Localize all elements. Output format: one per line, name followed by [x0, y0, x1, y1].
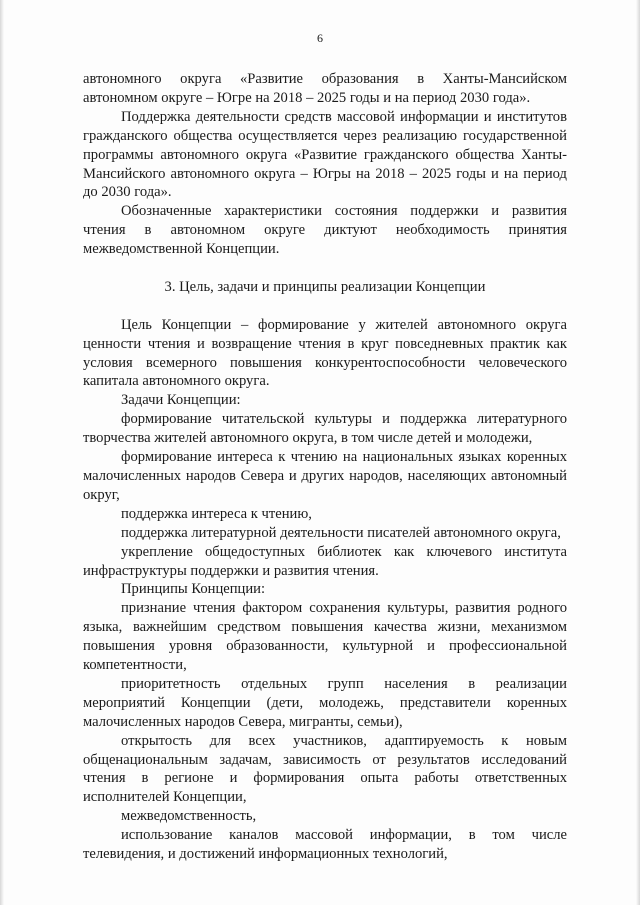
- task-item: формирование интереса к чтению на национальных языках коренных малочисленных народов Севера и других народов, населяющих автономный округ,: [83, 449, 567, 503]
- task-item: поддержка интереса к чтению,: [121, 505, 312, 522]
- tasks-label: Задачи Концепции:: [121, 392, 241, 409]
- principle-item: межведомственность,: [121, 808, 257, 825]
- paragraph-goal: Цель Концепции – формирование у жителей автономного округа ценности чтения и возвращение чтения в круг повседневных практик как условия всемерного повышения конкурентоспособности человеческого капитала автономного округа.: [83, 316, 567, 390]
- spacer: [83, 297, 567, 316]
- section-heading: 3. Цель, задачи и принципы реализации Концепции: [164, 278, 486, 295]
- principle-item: открытость для всех участников, адаптируемость к новым общенациональным задачам, зависимость от результатов исследований чтения в регионе и формирования опыта работы ответственных исполнителей Концепции,: [83, 732, 567, 806]
- spacer: [83, 259, 567, 278]
- task-item: поддержка литературной деятельности писателей автономного округа,: [121, 524, 561, 541]
- scan-edge-left: [0, 0, 4, 905]
- paragraph-continuation: автономного округа «Развитие образования в Ханты-Мансийском автономном округе – Югре на 2018 – 2025 годы и на период 2030 года».: [83, 71, 567, 106]
- paragraph-characteristics: Обозначенные характеристики состояния поддержки и развития чтения в автономном округе диктуют необходимость принятия межведомственной Концепции.: [83, 203, 567, 258]
- principle-item: приоритетность отдельных групп населения в реализации мероприятий Концепции (дети, молодежь, представители коренных малочисленных народов Севера, мигранты, семьи),: [83, 675, 567, 730]
- task-item: укрепление общедоступных библиотек как ключевого института инфраструктуры поддержки и развития чтения.: [83, 543, 567, 579]
- paragraph-media-support: Поддержка деятельности средств массовой информации и институтов гражданского общества осуществляется через реализацию государственной программы автономного округа «Развитие гражданского общества Ханты-Мансийского автономного округа – Югры на 2018 – 2025 годы и на период до 2030 года».: [83, 108, 567, 201]
- task-item: формирование читательской культуры и поддержка литературного творчества жителей автономного округа, в том числе детей и молодежи,: [83, 411, 567, 447]
- principle-item: признание чтения фактором сохранения культуры, развития родного языка, важнейшим средством повышения качества жизни, механизмом повышения уровня образованности, культурной и профессиональной компетентности,: [83, 600, 567, 674]
- principles-label: Принципы Концепции:: [121, 581, 266, 598]
- scan-edge-right: [636, 0, 640, 905]
- page-number: 6: [317, 31, 323, 45]
- principle-item: использование каналов массовой информации, в том числе телевидения, и достижений информационных технологий,: [83, 827, 567, 863]
- document-body: [83, 70, 567, 864]
